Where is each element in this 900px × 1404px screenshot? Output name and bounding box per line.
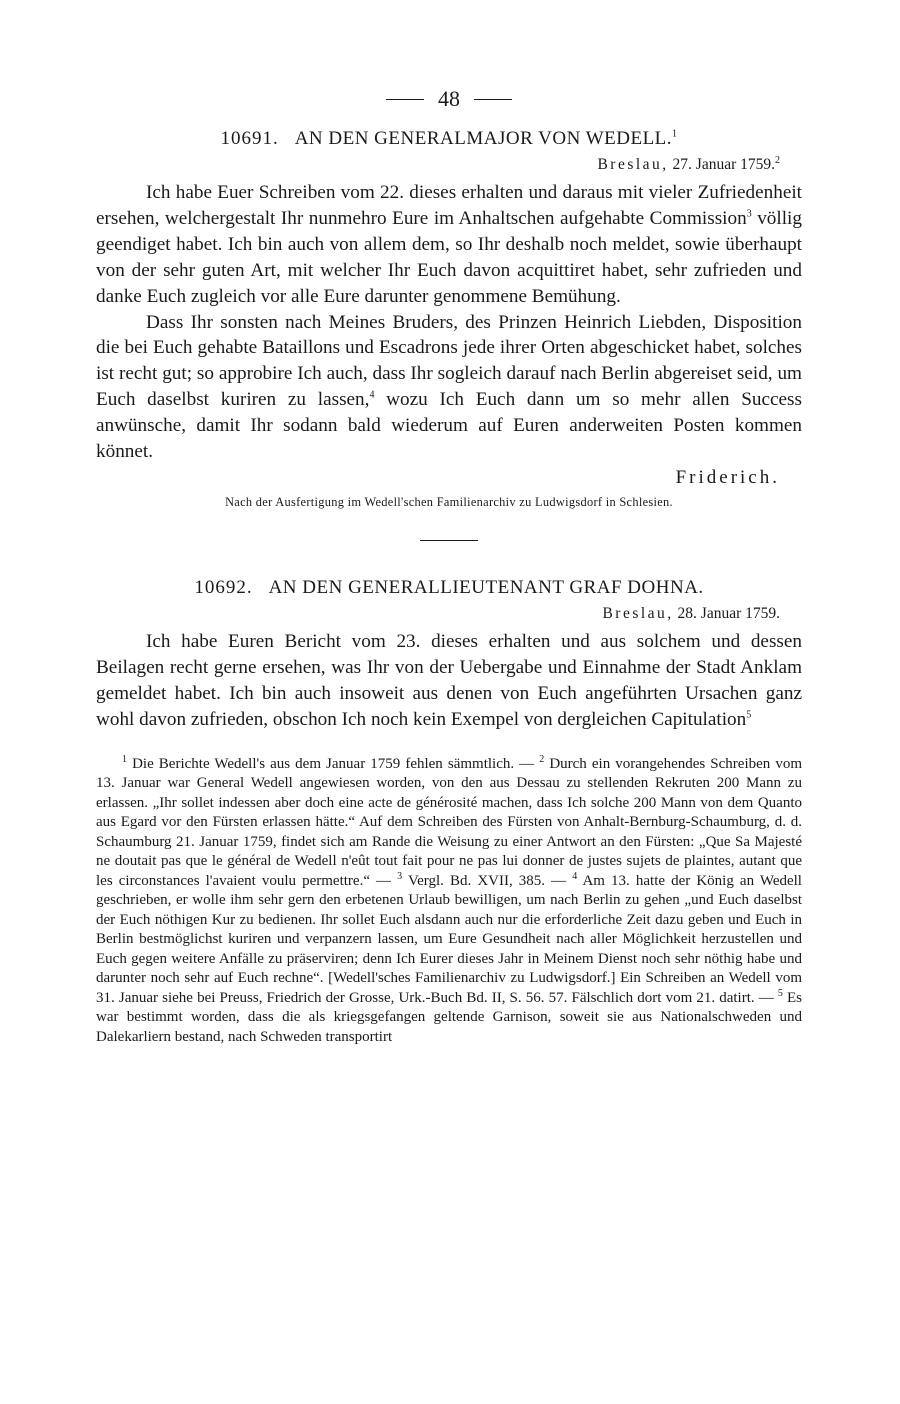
footnote-ref: 1 [672,128,678,140]
letter-date: 27. Januar 1759. [672,156,775,173]
page-number: 48 [438,86,460,111]
letter-date: 28. Januar 1759. [677,604,780,622]
letter-signature: Friderich. [675,466,780,488]
letter-paragraph: Ich habe Euer Schreiben vom 22. dieses erhalten und daraus mit vieler Zufriedenheit ersehen, welchergestalt Ihr nunmehro Eure im Anhaltschen aufgehabte Commission$^3$ völlig geendiget habet. Ich bin auch von allem dem, so Ihr deshalb noch meldet, sowie überhaupt von der sehr guten Art, mit welcher Ihr Euch davon acquittiret habet, sehr zufrieden und danke Euch zugleich vor alle Eure darunter genommene Bemühung. [96,182,802,307]
section-divider [420,540,478,541]
letter-place: Breslau, [602,604,674,622]
letter-body [96,629,802,733]
page-number-row [96,84,802,114]
page-number-dash-left [386,99,424,100]
footnote-text: $^1$ Die Berichte Wedell's aus dem Januar 1759 fehlen sämmtlich. — $^2$ Durch ein vorangehendes Schreiben vom 13. Januar war General Wedell angewiesen worden, von den aus Dessau zu stellenden Rekruten 200 Mann zu erlassen. „Ihr sollet indessen aber doch eine acte de générosité machen, dass Ich solche 200 Mann von dem Quanto aus Egard vor den Fürsten erlassen hätte.“ Auf dem Schreiben des Fürsten von Anhalt-Bernburg-Schaumburg, d. d. Schaumburg 21. Januar 1759, findet sich am Rande die Weisung zu einer Antwort an den Fürsten: „Que Sa Majesté ne doutait pas que le général de Wedell n'eût tout fait pour ne pas lui donner de justes sujets de plaintes, autant que les circonstances l'avaient voulu permettre.“ — $^3$ Vergl. Bd. XVII, 385. — $^4$ Am 13. hatte der König an Wedell geschrieben, er wolle ihm sehr gern den erbetenen Urlaub bewilligen, um nach Berlin zu gehen „und Euch daselbst der Euch nöthigen Kur zu bedienen. Ihr sollet Euch alsdann auch nur die erforderliche Zeit dazu geben und Euch in Berlin bestmöglichst kuriren und verpanzern lassen, um Eure Gesundheit nach aller Möglichkeit herzustellen und Euch gegen weitere Anfälle zu präserviren; denn Ich Eurer dieses Jahr in Meinem Dienst noch sehr nöthig habe und darunter noch sehr auf Euch rechne“. [Wedell'sches Familienarchiv zu Ludwigsdorf.] Ein Schreiben an Wedell vom 31. Januar siehe bei Preuss, Friedrich der Grosse, Urk.-Buch Bd. II, S. 56. 57. Fälschlich dort vom 21. datirt. — $^5$ Es war bestimmt worden, dass die als kriegsgefangen geltende Garnison, soweit sie aus Nationalschweden und Dalekarliern bestand, nach Schweden transportirt [96,753,802,1045]
letter-paragraph: Ich habe Euren Bericht vom 23. dieses erhalten und aus solchem und dessen Beilagen recht gerne ersehen, was Ihr von der Uebergabe und Einnahme der Stadt Anklam gemeldet habet. Ich bin auch insoweit aus denen von Euch angeführten Ursachen ganz wohl davon zufrieden, obschon Ich noch kein Exempel von dergleichen Capitulation$^5$ [96,630,802,730]
letter-number: 10691. [220,128,279,149]
letter-dateline [96,156,802,174]
document-page [96,84,802,1047]
letter-title: AN DEN GENERALMAJOR VON WEDELL. [294,128,673,149]
letter-place: Breslau, [597,156,669,173]
letter-heading [96,128,802,150]
footnote-ref: 5 [746,709,752,721]
page-number-dash-right [474,99,512,100]
footnotes [96,755,802,1048]
letter-number: 10692. [194,576,253,598]
letter-source-note: Nach der Ausfertigung im Wedell'schen Familienarchiv zu Ludwigsdorf in Schlesien. [225,494,673,509]
letter-paragraph: Dass Ihr sonsten nach Meines Bruders, des Prinzen Heinrich Liebden, Disposition die bei Euch gehabte Bataillons und Escadrons jede ihrer Orten abgeschicket habet, solches ist recht gut; so approbire Ich auch, dass Ihr sogleich darauf nach Berlin abgereiset seid, um Euch daselbst kuriren zu lassen,$^4$ wozu Ich Euch dann um so mehr allen Success anwünsche, damit Ihr sodann bald wiederum auf Euren anderweiten Posten kommen könnet. [96,311,802,463]
letter-heading [96,577,802,599]
footnote-ref: 2 [775,154,780,166]
letter-title: AN DEN GENERALLIEUTENANT GRAF DOHNA. [268,576,704,598]
footnote-ref: 4 [369,389,375,401]
footnote-ref: 3 [746,208,752,220]
letter-body [96,180,802,465]
letter-dateline [96,605,802,623]
